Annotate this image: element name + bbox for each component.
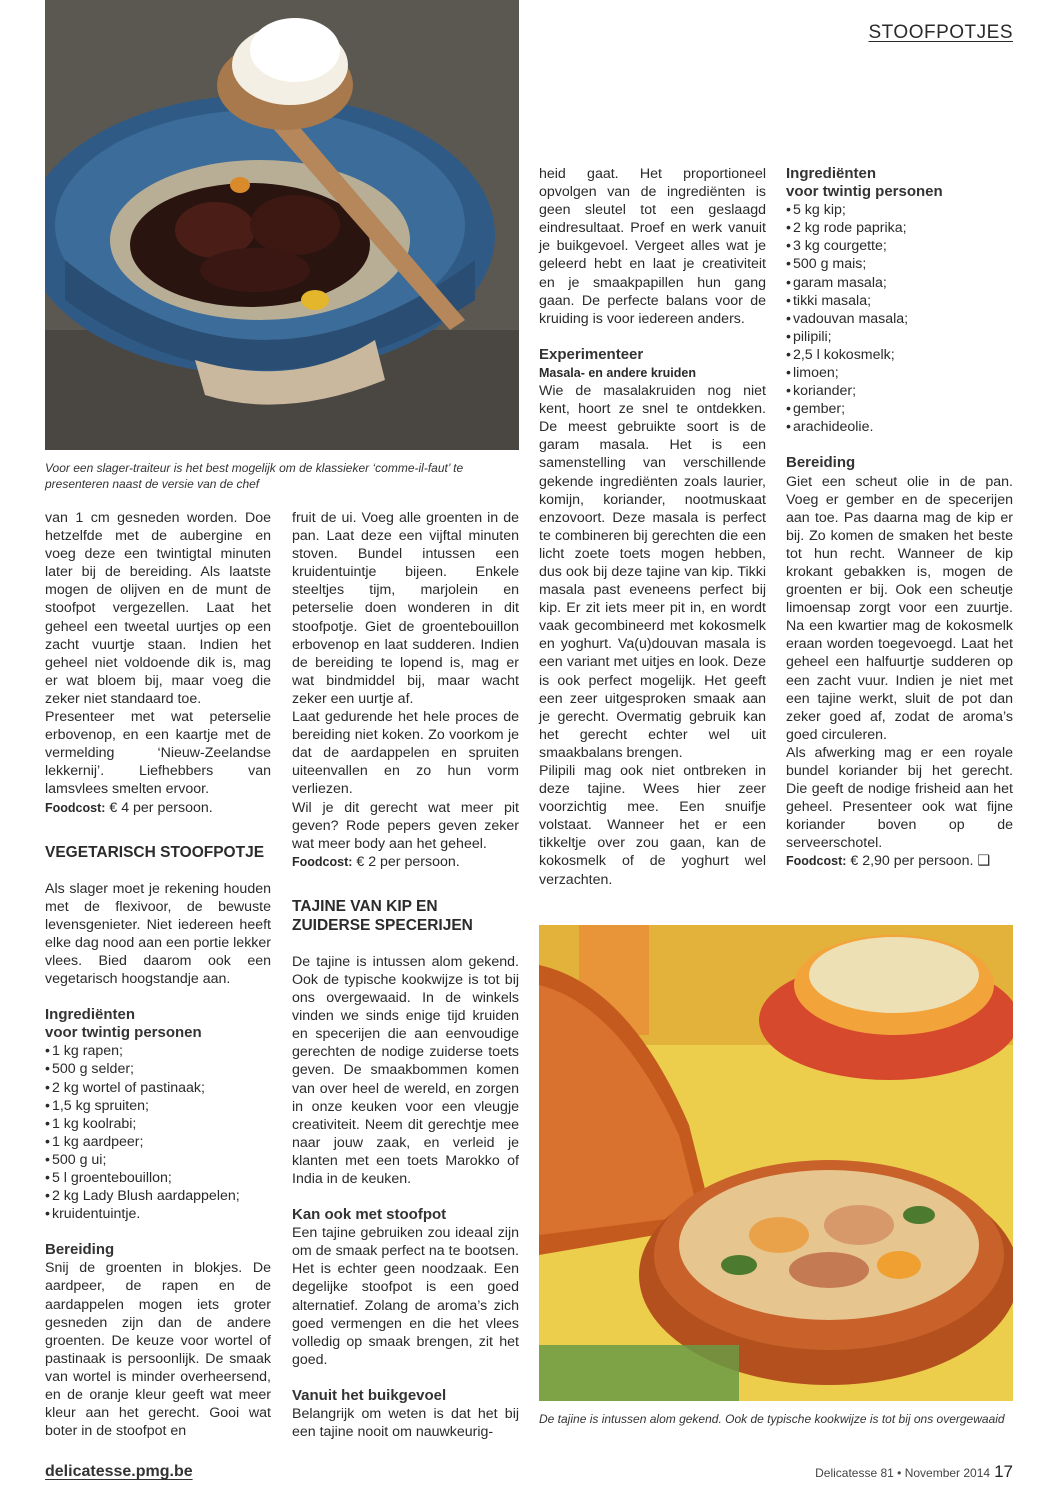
list-item: • koriander; [786, 382, 1013, 400]
foodcost-label: Foodcost: [292, 854, 353, 869]
footer-site-link[interactable]: delicatesse.pmg.be [45, 1463, 193, 1480]
stew-bowl-photo [45, 0, 519, 450]
list-item: • 1 kg koolrabi; [45, 1115, 271, 1133]
issue-label: Delicatesse 81 • November 2014 [815, 1466, 991, 1480]
tajine-ingredients-subtitle: voor twintig personen [786, 183, 943, 201]
veg-ingredients-title: Ingrediënten [45, 1006, 136, 1024]
list-item: • garam masala; [786, 274, 1013, 292]
list-item: • 500 g mais; [786, 255, 1013, 273]
tajine-title-line-1: TAJINE VAN KIP EN [292, 897, 438, 915]
tajine-photo [539, 925, 1013, 1401]
list-item: • vadouvan masala; [786, 310, 1013, 328]
foodcost-value: € 4 per persoon. [105, 799, 213, 816]
photo1-caption: Voor een slager-traiteur is het best mogelijk om de klassieker ‘comme-il-faut’ te presenteren naast de versie van de chef [45, 461, 464, 491]
buikgevoel-heading: Vanuit het buikgevoel [292, 1386, 447, 1404]
col4-paragraph-2: Als afwerking mag er een royale bundel koriander bij het gerecht. Die geeft de nodige frisheid aan het geheel. Presenteer ook wat fijne koriander boven op de serveerschotel. [786, 744, 1013, 852]
foodcost-label: Foodcost: [45, 800, 106, 815]
experimenteer-heading: Experimenteer [539, 345, 644, 363]
page-number: 17 [994, 1462, 1013, 1481]
column-2 [292, 509, 519, 1441]
footer-issue [815, 1462, 1013, 1482]
list-item: • 5 kg kip; [786, 201, 1013, 219]
list-item: • 3 kg courgette; [786, 237, 1013, 255]
list-item: • 2,5 l kokosmelk; [786, 346, 1013, 364]
list-item: • 500 g ui; [45, 1151, 271, 1169]
list-item: • 1,5 kg spruiten; [45, 1097, 271, 1115]
tajine-ingredient-list [786, 201, 1013, 436]
list-item: • 2 kg Lady Blush aardappelen; [45, 1187, 271, 1205]
list-item: • limoen; [786, 364, 1013, 382]
list-item: • tikki masala; [786, 292, 1013, 310]
col3-paragraph-2: Wie de masalakruiden nog niet kent, hoort ze snel te ontdekken. De meest gebruikte soort is de garam masala. Het is een samenstelling van verschillende gekende ingrediënten zoals laurier, komijn, koriander, nootmuskaat enzovoort. Deze masala is perfect te combineren bij gerechten die een licht zoete toets mogen hebben, dus ook bij deze tajine van kip. Tikki masala past eveneens perfect bij kip. Er zit iets meer pit in, en wordt vaak gecombineerd met kokosmelk en yoghurt. Va(u)douvan masala is een variant met uitjes en look. Deze is ook perfect mogelijk. Het geeft een zeer uitgesproken smaak aan je gerecht. Overmatig gebruik kan het gerecht echter wel uit smaakbalans brengen. [539, 383, 766, 761]
col2-foodcost [292, 853, 519, 871]
tajine-ingredients-title: Ingrediënten [786, 165, 877, 182]
veg-ingredients-subtitle: voor twintig personen [45, 1024, 202, 1042]
col3-paragraph-3: Pilipili mag ook niet ontbreken in deze tajine. Wees hier zeer voorzichtig mee. Een snuifje volstaat. Wanneer het er een tikkeltje over zou gaan, kan de kokosmelk of de yoghurt wel verzachten. [539, 763, 766, 888]
foodcost-value: € 2 per persoon. [352, 853, 460, 870]
col2-paragraph-3: Wil je dit gerecht wat meer pit geven? Rode pepers geven zeker wat meer body aan het geheel. [292, 799, 519, 852]
col4-paragraph-1: Giet een scheut olie in de pan. Voeg er gember en de specerijen aan toe. Pas daarna mag de kip er bij. Zo komen de smaken het beste tot hun recht. Wanneer de kip krokant gebakken is, mogen de groenten er bij. Ook een scheutje limoensap zorgt voor een zuurtje. Na een kwartier mag de kokosmelk eraan worden toegevoegd. Laat het geheel een halfuurtje sudderen op een zacht vuur. Indien je niet met een tajine werkt, sluit de pot dan zeker goed af, zodat de aroma’s goed circuleren. [786, 473, 1013, 743]
foodcost-label: Foodcost: [786, 854, 847, 869]
column-4 [786, 165, 1013, 871]
col1-foodcost [45, 799, 271, 817]
stoofpot-paragraph: Een tajine gebruiken zou ideaal zijn om de smaak perfect na te bootsen. Het is echter geen noodzaak. Een degelijke stoofpot is een goed alternatief. Zolang de aroma’s zich goed vermengen en die het vlees volledig op smaak brengen, zit het goed. [292, 1225, 519, 1368]
veg-title: VEGETARISCH STOOFPOTJE [45, 843, 265, 861]
experimenteer-subheading: Masala- en andere kruiden [539, 365, 697, 380]
col3-paragraph-1: heid gaat. Het proportioneel opvolgen van de ingrediënten is geen sleutel tot een geslaagd eindresultaat. Proef en werk vanuit je buikgevoel. Vergeet alles wat je geleerd hebt en laat je creativiteit en je smaakpapillen hun gang gaan. De perfecte balans voor de kruiding is voor iedereen anders. [539, 166, 766, 327]
veg-preparation: Snij de groenten in blokjes. De aardpeer, de rapen en de aardappelen mogen iets groter gesneden zijn dan de andere groenten. De keuze voor wortel of pastinaak is persoonlijk. De smaak van wortel is minder overheersend, en de oranje kleur geeft wat meer kleur aan het gerecht. Gooi wat boter in de stoofpot en [45, 1260, 271, 1440]
col4-foodcost [786, 852, 1013, 870]
list-item: • 5 l groentebouillon; [45, 1169, 271, 1187]
photo2-caption: De tajine is intussen alom gekend. Ook de typische kookwijze is tot bij ons overgewaaid [539, 1412, 1005, 1426]
list-item: • kruidentuintje. [45, 1205, 271, 1223]
column-3 [539, 165, 766, 889]
col1-paragraph-1: van 1 cm gesneden worden. Doe hetzelfde met de aubergine en voeg deze een twintigtal minuten later bij de bereiding. Als laatste mogen de olijven en de munt de stoofpot vergezellen. Laat het geheel een tweetal uurtjes op een zacht vuurtje staan. Indien het geheel niet voldoende dik is, mag er wat bloem bij, maar voeg die zeker niet standaard toe. [45, 510, 271, 707]
section-tag: STOOFPOTJES [868, 22, 1013, 43]
tajine-intro: De tajine is intussen alom gekend. Ook de typische kookwijze is tot bij ons overgewaaid. In de winkels vinden we sinds enige tijd kruiden en specerijen die aan eenvoudige gerechten de nodige zuiderse toets geven. De smaakbommen komen van over heel de wereld, en zorgen in onze keuken voor een vleugje creativiteit. Neem dit gerechtje mee naar jouw zaak, en verleid je klanten met een toets Marokko of India in de keuken. [292, 953, 519, 1187]
col1-paragraph-2: Presenteer met wat peterselie erbovenop, en een kaartje met de vermelding ‘Nieuw-Zeelandse lekkernij’. Liefhebbers van lamsvlees smelten ervoor. [45, 709, 271, 798]
stoofpot-heading: Kan ook met stoofpot [292, 1206, 447, 1224]
col2-paragraph-2: Laat gedurende het hele proces de bereiding niet koken. Zo voorkom je dat de aardappelen en spruiten uiteenvallen en zo hun vorm verliezen. [292, 709, 519, 798]
list-item: • arachideolie. [786, 418, 1013, 436]
list-item: • 1 kg aardpeer; [45, 1133, 271, 1151]
foodcost-value: € 2,90 per persoon. ❑ [846, 853, 991, 870]
list-item: • 2 kg rode paprika; [786, 219, 1013, 237]
col2-paragraph-1: fruit de ui. Voeg alle groenten in de pan. Laat deze een vijftal minuten stoven. Bundel intussen een kruidentuintje bijeen. Enkele steeltjes tijm, marjolein en peterselie doen wonderen in dit stoofpotje. Giet de groentebouillon erbovenop en laat sudderen. Indien de bereiding te lopend is, mag er wat bindmiddel bij, maar wacht zeker een uurtje af. [292, 510, 519, 707]
list-item: • gember; [786, 400, 1013, 418]
column-1 [45, 509, 271, 1440]
list-item: • pilipili; [786, 328, 1013, 346]
list-item: • 1 kg rapen; [45, 1042, 271, 1060]
veg-ingredient-list [45, 1042, 271, 1223]
buikgevoel-paragraph: Belangrijk om weten is dat het bij een tajine nooit om nauwkeurig- [292, 1406, 519, 1441]
list-item: • 500 g selder; [45, 1060, 271, 1078]
tajine-preparation-title: Bereiding [786, 454, 856, 472]
veg-intro: Als slager moet je rekening houden met de flexivoor, de bewuste levensgenieter. Niet iedereen heeft elke dag nood aan een portie lekker vlees. Bied daarom ook een vegetarisch hoogstandje aan. [45, 880, 271, 988]
list-item: • 2 kg wortel of pastinaak; [45, 1079, 271, 1097]
tajine-title-line-2: ZUIDERSE SPECERIJEN [292, 916, 473, 934]
veg-preparation-title: Bereiding [45, 1241, 115, 1259]
